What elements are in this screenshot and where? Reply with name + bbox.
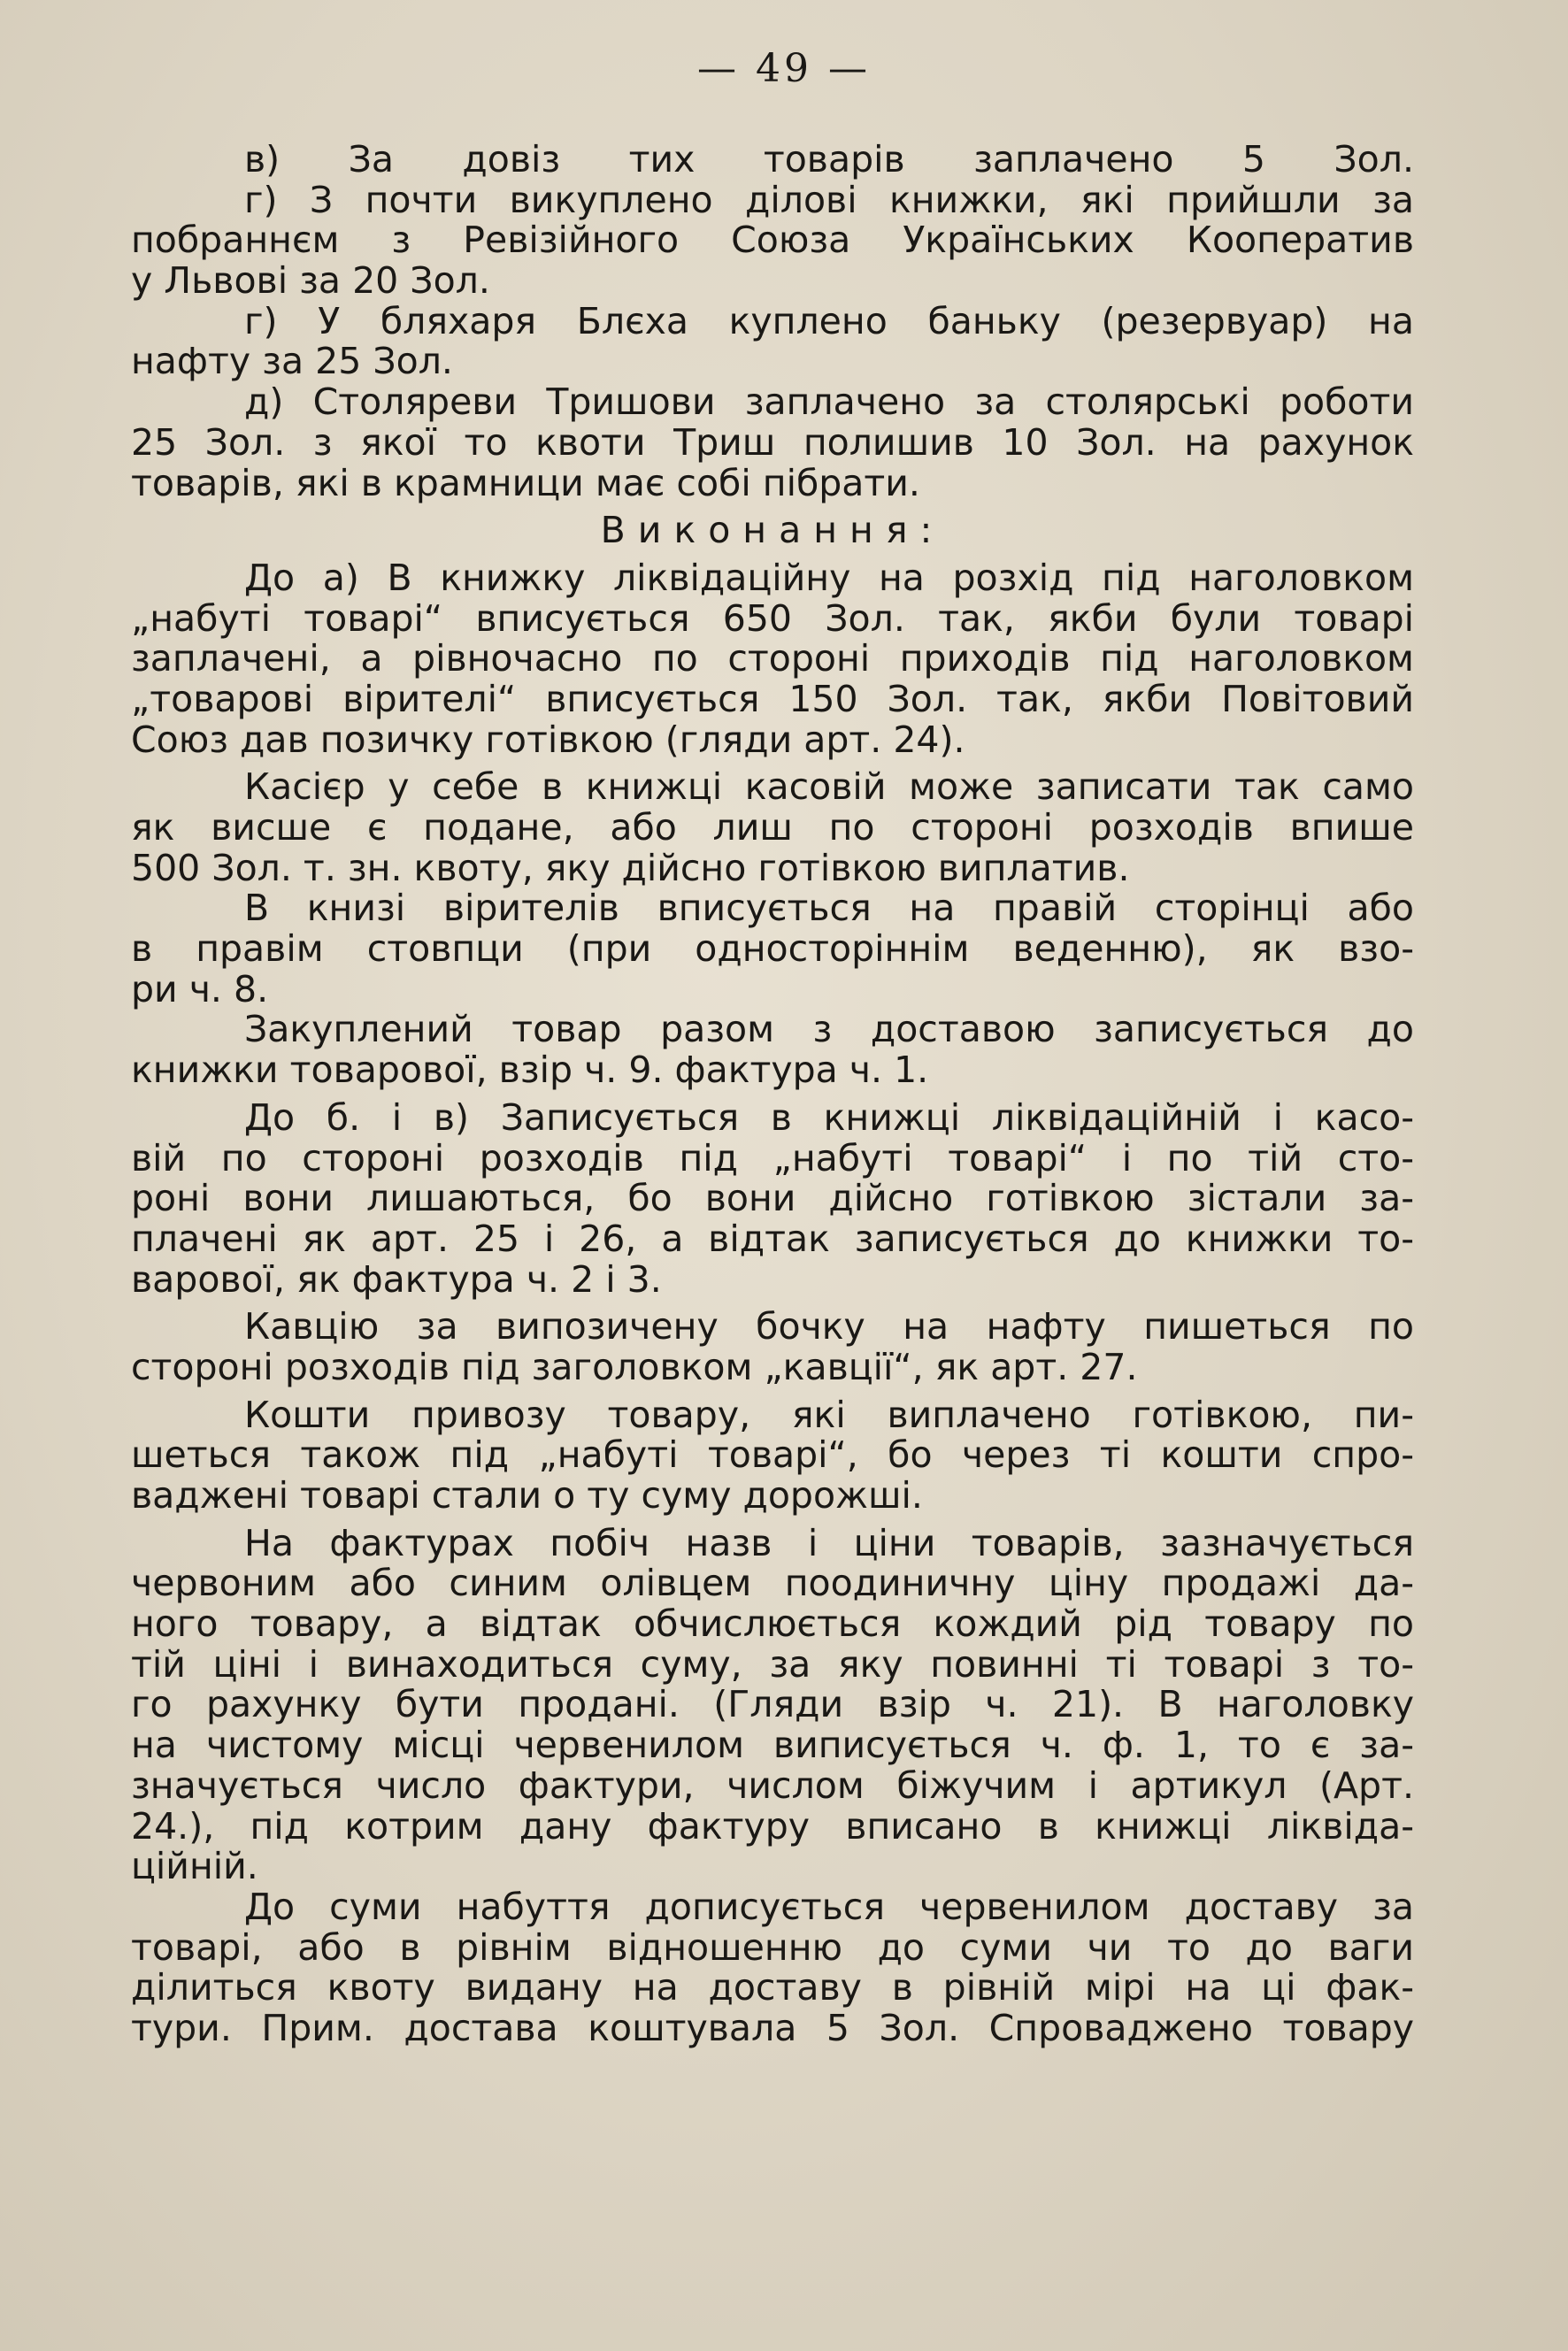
text-line: 24.), під котрим дану фактуру вписано в книжці ліквіда- [131,1804,1414,1848]
text-line: г) У бляхаря Блєха куплено баньку (резервуар) на [244,299,1414,342]
text-line: На фактурах побіч назв і ціни товарів, зазначується [244,1521,1414,1564]
text-line: вій по стороні розходів під „набуті товарі“ і по тій сто- [131,1136,1414,1179]
text-line: шеться також під „набуті товарі“, бо через ті кошти спро- [131,1433,1414,1477]
text-line: у Львові за 20 Зол. [131,259,490,303]
text-line: г) З почти викуплено ділові книжки, які прийшли за [244,178,1414,221]
text-line: В книзі вірителів вписується на правій сторінці або [244,887,1414,930]
body-text [131,140,1414,2049]
text-line: д) Столяреви Тришови заплачено за столярські роботи [244,380,1414,424]
text-line: До суми набуття дописується червенилом доставу за [244,1885,1414,1928]
text-line: заплачені, а рівночасно по стороні приходів під наголовком [131,637,1414,680]
text-line: на чистому місці червенилом виписується ч. ф. 1, то є за- [131,1724,1414,1767]
text-line: в) За довіз тих товарів заплачено 5 Зол. [244,138,1414,181]
text-line: „товарові вірителі“ вписується 150 Зол. так, якби Повітовий [131,677,1414,720]
text-line: варової, як фактура ч. 2 і 3. [131,1257,662,1301]
text-line: як висше є подане, або лиш по стороні розходів впише [131,806,1414,849]
text-line: ваджені товарі стали о ту суму дорожші. [131,1474,923,1517]
text-line: 25 Зол. з якої то квоти Триш полишив 10 Зол. на рахунок [131,420,1414,464]
text-line: тій ціні і винаходиться суму, за яку повинні ті товарі з то- [131,1642,1414,1686]
text-line: побраннєм з Ревізійного Союза Українських Кооператив [131,219,1414,262]
text-line: Закуплений товар разом з доставою записується до [244,1008,1414,1051]
text-line: плачені як арт. 25 і 26, а відтак записується до книжки то- [131,1217,1414,1260]
text-line: ділиться квоту видану на доставу в рівній мірі на ці фак- [131,1966,1414,2009]
text-line: „набуті товарі“ вписується 650 Зол. так, якби були товарі [131,596,1414,640]
text-line: нафту за 25 Зол. [131,340,453,383]
text-line: стороні розходів під заголовком „кавції“, як арт. 27. [131,1345,1138,1388]
page-number: — 49 — [697,46,871,91]
text-line: го рахунку бути продані. (Гляди взір ч. 21). В наголовку [131,1683,1414,1726]
text-line: книжки товарової, взір ч. 9. фактура ч. 1. [131,1049,929,1092]
text-line: 500 Зол. т. зн. квоту, яку дійсно готівкою виплатив. [131,846,1130,889]
text-line: червоним або синим олівцем поодиничну ціну продажі да- [131,1562,1414,1605]
text-line: ри ч. 8. [131,967,269,1010]
text-line: Союз дав позичку готівкою (гляди арт. 24). [131,718,965,761]
text-line: До б. і в) Записується в книжці ліквідаційній і касо- [244,1095,1414,1139]
text-line: До а) В книжку ліквідаційну на розхід під наголовком [244,556,1414,599]
text-line: тури. Прим. достава коштувала 5 Зол. Спроваджено товару [131,2006,1414,2049]
text-line: ного товару, а відтак обчислюється кождий рід товару по [131,1602,1414,1646]
text-line: ційній. [131,1845,258,1888]
text-line: значується число фактури, числом біжучим і артикул (Арт. [131,1763,1414,1807]
text-line: товарі, або в рівнім відношенню до суми чи то до ваги [131,1925,1414,1969]
text-line: роні вони лишаються, бо вони дійсно готівкою зістали за- [131,1177,1414,1220]
text-line: Кавцію за випозичену бочку на нафту пишеться по [244,1305,1414,1348]
text-line: в правім стовпци (при односторіннім веденню), як взо- [131,927,1414,971]
text-line: Кошти привозу товару, які виплачено готівкою, пи- [244,1393,1414,1436]
section-heading: Виконання: [600,509,945,552]
text-line: товарів, які в крамници має собі пібрати. [131,461,920,504]
text-line: Касієр у себе в книжці касовій може записати так само [244,765,1414,809]
